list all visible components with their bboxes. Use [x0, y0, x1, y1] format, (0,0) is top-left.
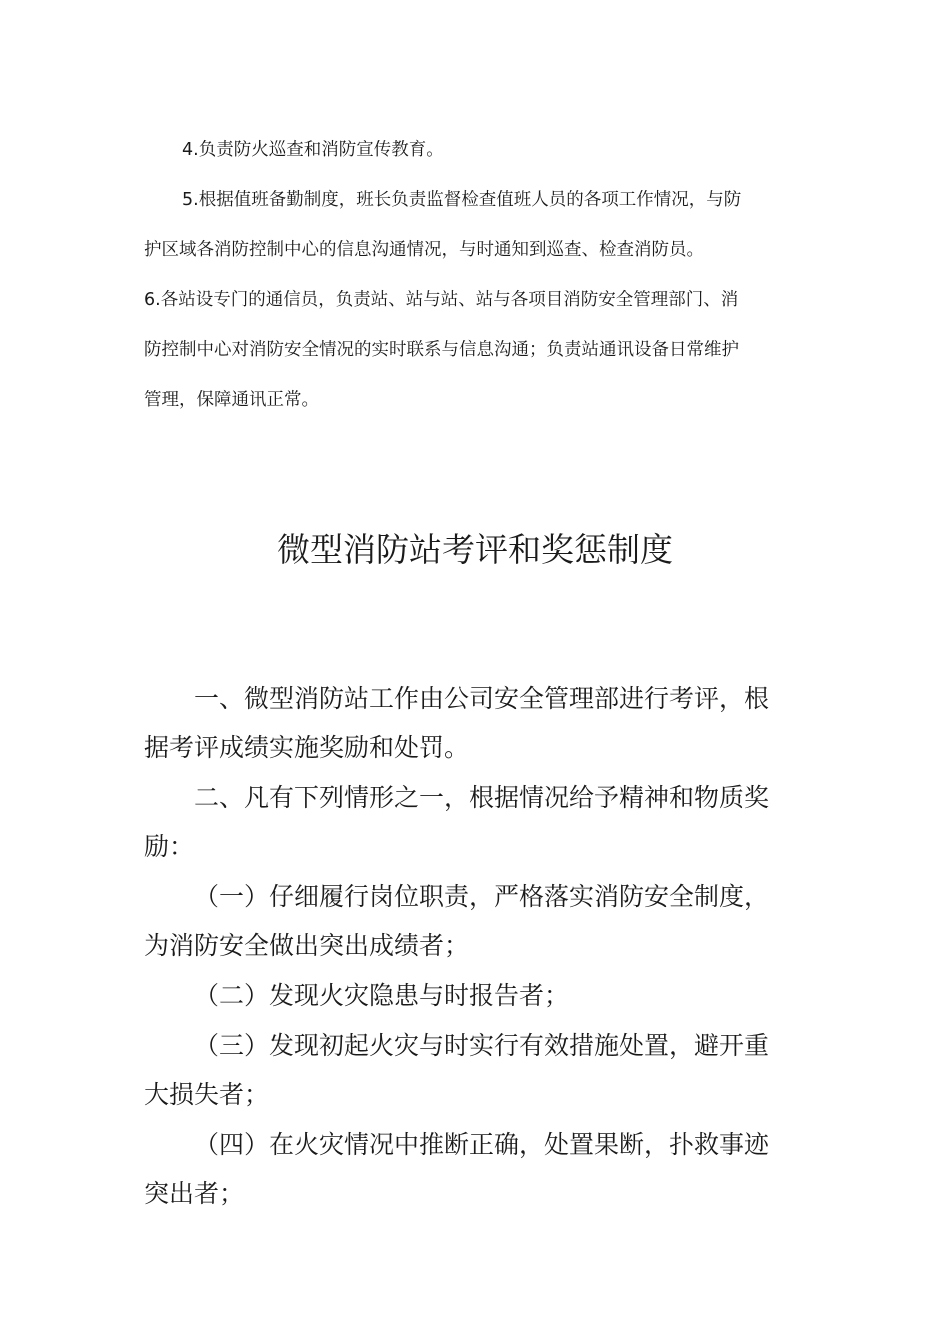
section-1-line-1: 一、微型消防站工作由公司安全管理部进行考评，根 [194, 684, 770, 713]
item-3-line-2: 大损失者； [144, 1080, 270, 1109]
item-2-line-1: （二）发现火灾隐患与时报告者； [194, 981, 570, 1010]
item-1-line-2: 为消防安全做出突出成绩者； [144, 931, 470, 960]
paragraph-6-line-3: 管理，保障通讯正常。 [144, 390, 319, 410]
paragraph-4: 4.负责防火巡查和消防宣传教育。 [182, 140, 444, 160]
item-4-line-2: 突出者； [144, 1179, 245, 1208]
item-3-line-1: （三）发现初起火灾与时实行有效措施处置，避开重 [194, 1031, 770, 1060]
paragraph-6-line-1: 6.各站设专门的通信员，负责站、站与站、站与各项目消防安全管理部门、消 [144, 290, 739, 310]
section-2-line-1: 二、凡有下列情形之一，根据情况给予精神和物质奖 [194, 783, 770, 812]
item-4-line-1: （四）在火灾情况中推断正确，处置果断，扑救事迹 [194, 1130, 770, 1159]
paragraph-6-line-2: 防控制中心对消防安全情况的实时联系与信息沟通；负责站通讯设备日常维护 [144, 340, 739, 360]
section-2-line-2: 励： [144, 832, 195, 861]
section-1-line-2: 据考评成绩实施奖励和处罚。 [144, 733, 470, 762]
paragraph-5-line-1: 5.根据值班备勤制度，班长负责监督检查值班人员的各项工作情况，与防 [182, 190, 742, 210]
item-1-line-1: （一）仔细履行岗位职责，严格落实消防安全制度， [194, 882, 770, 911]
paragraph-5-line-2: 护区域各消防控制中心的信息沟通情况，与时通知到巡查、检查消防员。 [144, 240, 704, 260]
document-title: 微型消防站考评和奖惩制度 [277, 530, 673, 569]
